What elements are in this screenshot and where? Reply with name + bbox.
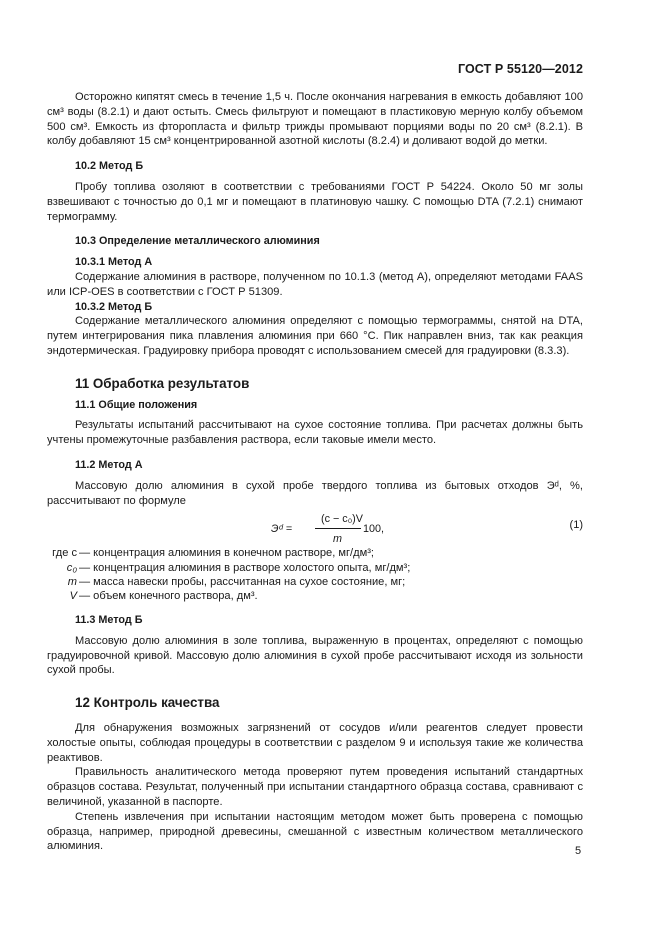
heading-10-2: 10.2 Метод Б bbox=[75, 160, 144, 173]
paragraph-11-3: Массовую долю алюминия в золе топлива, выраженную в процентах, определяют с помощью градуировочной кривой. Массовую долю алюминия в сухой пробе рассчитывают исходя из зольности сухой пробы. bbox=[47, 634, 583, 677]
definition-m bbox=[47, 575, 583, 589]
paragraph-intro: Осторожно кипятят смесь в течение 1,5 ч. После окончания нагревания в емкость добавляют 100 см³ воды (8.2.1) и дают остыть. Смесь фильтруют и помещают в пластиковую мерную колбу объемом 500 см³. Емкость из фторопласта и фильтр трижды промывают порциями воды по 20 см³ (8.2.1). В колбу добавляют 15 см³ концентрированной азотной кислоты (8.2.4) и доливают водой до метки. bbox=[47, 91, 583, 148]
formula-number: (1) bbox=[569, 519, 583, 532]
heading-10-3-1: 10.3.1 Метод А bbox=[75, 256, 153, 269]
formula-denominator: m bbox=[333, 533, 342, 546]
heading-10-3-2: 10.3.2 Метод Б bbox=[75, 300, 153, 313]
definition-symbol: где c bbox=[52, 547, 77, 560]
paragraph-10-2: Пробу топлива озоляют в соответствии с требованиями ГОСТ Р 54224. Около 50 мг золы взвешивают с точностью до 0,1 мг и помещают в платиновую чашку. С помощью DTA (7.2.1) снимают термограмму. bbox=[47, 180, 583, 223]
heading-11: 11 Обработка результатов bbox=[75, 375, 250, 391]
document-body bbox=[47, 90, 583, 854]
heading-11-1: 11.1 Общие положения bbox=[75, 398, 198, 411]
definition-text: — масса навески пробы, рассчитанная на сухое состояние, мг; bbox=[79, 575, 406, 588]
formula-1 bbox=[47, 512, 583, 546]
heading-10-3: 10.3 Определение металлического алюминия bbox=[75, 235, 320, 248]
paragraph-11-1: Результаты испытаний рассчитывают на сухое состояние топлива. При расчетах должны быть учтены промежуточные разбавления раствора, если таковые имели место. bbox=[47, 419, 583, 447]
paragraph-11-2: Массовую долю алюминия в сухой пробе твердого топлива из бытовых отходов Эᵈ, %, рассчитывают по формуле bbox=[47, 479, 583, 507]
heading-12: 12 Контроль качества bbox=[75, 695, 220, 711]
paragraph-10-3-2: Содержание металлического алюминия определяют с помощью термограммы, снятой на DTA, путем интегрирования пика плавления алюминия при 660 °C. Пик направлен вниз, так как реакция эндотермическая. Градуировку прибора проводят с использованием смесей для градуировки (8.3.3). bbox=[47, 315, 583, 357]
definition-text: — концентрация алюминия в растворе холостого опыта, мг/дм³; bbox=[79, 561, 411, 574]
paragraph-12-b: Правильность аналитического метода проверяют путем проведения испытаний стандартных образцов состава. Результат, полученный при испытании стандартного образца состава, сравнивают с величиной, указанной в паспорте. bbox=[47, 766, 583, 809]
paragraph-12-c: Степень извлечения при испытании настоящим методом может быть проверена с помощью образца, например, природной древесины, смешанной с известным количеством металлического алюминия. bbox=[47, 810, 583, 853]
formula-lhs: Эᵈ = bbox=[271, 523, 293, 536]
paragraph-12-a: Для обнаружения возможных загрязнений от сосудов и/или реагентов следует провести холостые опыты, соблюдая процедуры в соответствии с разделом 9 и используя такие же количества реактивов. bbox=[47, 722, 583, 764]
formula-tail: 100, bbox=[363, 523, 385, 536]
paragraph-10-3-1: Содержание алюминия в растворе, полученном по 10.1.3 (метод А), определяют методами FAAS или ICP-OES в соответствии с ГОСТ Р 51309. bbox=[47, 270, 583, 298]
formula-numerator: (c − c₀)V bbox=[321, 513, 363, 526]
heading-11-2: 11.2 Метод А bbox=[75, 458, 143, 471]
definition-symbol: V bbox=[69, 589, 77, 602]
page-number: 5 bbox=[575, 845, 582, 857]
definition-v bbox=[47, 589, 583, 603]
definition-text: — объем конечного раствора, дм³. bbox=[79, 589, 258, 602]
definition-c bbox=[47, 546, 583, 560]
standard-header: ГОСТ Р 55120—2012 bbox=[457, 62, 583, 76]
definition-text: — концентрация алюминия в конечном растворе, мг/дм³; bbox=[79, 547, 374, 560]
heading-11-3: 11.3 Метод Б bbox=[75, 614, 143, 627]
definition-symbol: c₀ bbox=[66, 561, 77, 574]
fraction-bar bbox=[315, 528, 361, 529]
definition-symbol: m bbox=[67, 575, 77, 588]
definition-c0 bbox=[47, 561, 583, 575]
